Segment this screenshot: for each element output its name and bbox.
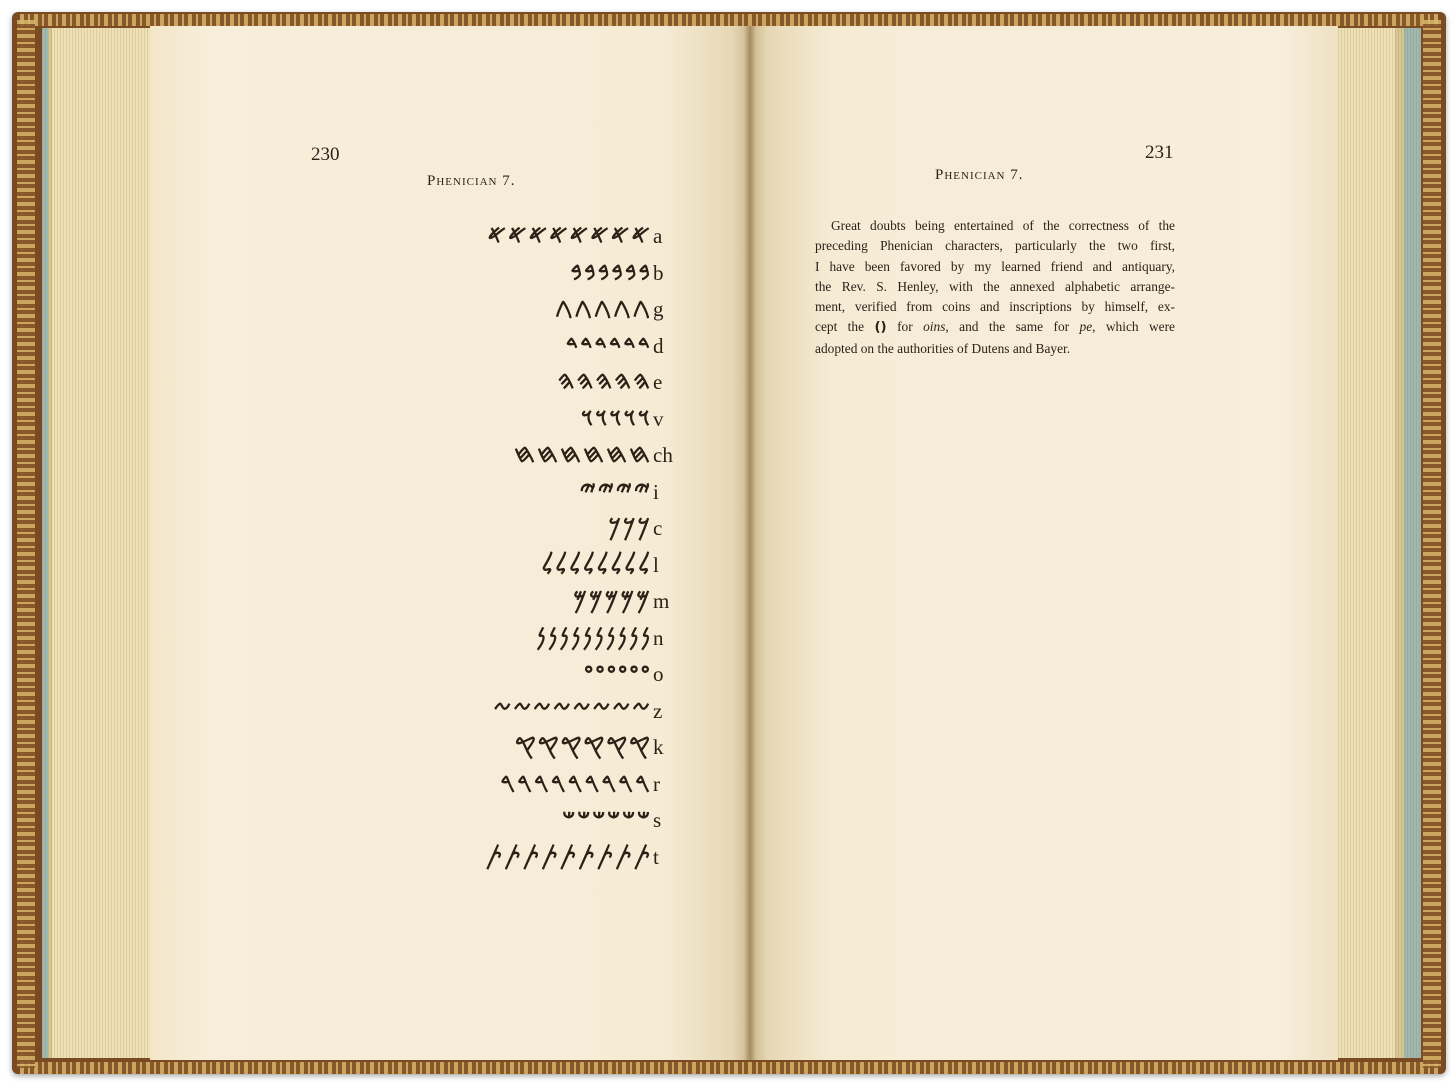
phenician-glyphs: 𐤀𐤀𐤀𐤀𐤀𐤀𐤀𐤀 <box>487 220 652 249</box>
paragraph-line: Great doubts being entertained of the correctness of the <box>831 218 1175 233</box>
paragraph-line: I have been favored by my learned friend and antiquary, <box>815 258 1175 274</box>
greek-key-border-top <box>20 14 1438 26</box>
page-edges-right <box>1335 28 1421 1058</box>
latin-letter: c <box>653 516 663 540</box>
text-segment: , which were <box>1092 319 1175 335</box>
alphabet-row <box>380 549 680 586</box>
paragraph-line <box>815 317 1175 338</box>
latin-letter: r <box>653 771 660 796</box>
phenician-glyphs: 𐤄𐤄𐤄𐤄𐤄 <box>557 366 652 395</box>
text-segment: cept the <box>815 319 875 335</box>
phenician-glyphs: 𐤃𐤃𐤃𐤃𐤃𐤃 <box>565 329 652 359</box>
explanatory-paragraph <box>815 216 1175 359</box>
alphabet-row <box>380 293 680 330</box>
phenician-glyphs: 𐤔𐤔𐤔𐤔𐤔𐤔 <box>562 804 652 833</box>
text-segment: for <box>886 319 924 335</box>
phenician-glyphs: 𐤏𐤏𐤏𐤏𐤏𐤏 <box>584 658 652 687</box>
latin-letter: a <box>653 224 663 248</box>
alphabet-row <box>380 403 680 440</box>
greek-key-border-bottom <box>20 1062 1438 1074</box>
alphabet-row <box>380 804 680 841</box>
phenician-alphabet-table <box>380 220 680 877</box>
phenician-glyphs: 𐤊𐤊𐤊 <box>608 512 652 541</box>
alphabet-row <box>380 220 680 257</box>
text-segment: , and the same for <box>945 319 1080 335</box>
latin-letter: l <box>653 552 659 577</box>
latin-letter: v <box>653 406 664 431</box>
left-page-number: 230 <box>311 144 340 165</box>
phenician-glyphs: 𐤁𐤁𐤁𐤁𐤁𐤁 <box>570 256 652 286</box>
latin-letter: g <box>653 297 664 321</box>
paragraph-line: adopted on the authorities of Dutens and Bayer. <box>815 340 1071 356</box>
greek-key-border-left <box>17 20 35 1068</box>
right-running-head: Phenician 7. <box>935 167 1024 183</box>
latin-letter: e <box>653 370 663 394</box>
alphabet-row <box>380 366 680 403</box>
right-page-number: 231 <box>1145 142 1174 163</box>
phenician-glyphs: 𐤓𐤓𐤓𐤓𐤓𐤓𐤓𐤓𐤓 <box>500 767 652 797</box>
paragraph-line: the Rev. S. Henley, with the annexed alphabetic arrange- <box>815 278 1175 294</box>
phenician-glyphs: 𐤅𐤅𐤅𐤅𐤅 <box>580 402 652 432</box>
alphabet-row <box>380 257 680 294</box>
italic-word: pe <box>1079 319 1093 335</box>
phenician-glyphs: 𐤋𐤋𐤋𐤋𐤋𐤋𐤋𐤋 <box>541 548 652 578</box>
phenician-glyphs: 𐤒𐤒𐤒𐤒𐤒𐤒 <box>515 731 652 760</box>
italic-word: oins <box>923 319 946 335</box>
oin-glyph: () <box>874 320 887 336</box>
phenician-glyphs: 𐤉𐤉𐤉𐤉 <box>579 475 652 505</box>
phenician-glyphs: 𐤇𐤇𐤇𐤇𐤇𐤇 <box>513 439 652 468</box>
page-edges-left <box>42 28 152 1058</box>
right-page <box>750 26 1338 1060</box>
latin-letter: o <box>653 662 664 686</box>
greek-key-border-right <box>1423 20 1441 1068</box>
latin-letter: s <box>653 808 662 832</box>
alphabet-row <box>380 439 680 476</box>
alphabet-row <box>380 622 680 659</box>
phenician-glyphs: 𐤌𐤌𐤌𐤌𐤌 <box>573 585 652 614</box>
latin-letter: i <box>653 479 659 504</box>
latin-letter: n <box>653 625 664 650</box>
latin-letter: b <box>653 260 664 285</box>
alphabet-row <box>380 731 680 768</box>
paragraph-line: preceding Phenician characters, particularly the two first, <box>815 238 1175 254</box>
alphabet-row <box>380 841 680 878</box>
alphabet-row <box>380 658 680 695</box>
alphabet-row <box>380 512 680 549</box>
book-gutter <box>744 26 756 1060</box>
latin-letter: z <box>653 698 663 723</box>
alphabet-row <box>380 476 680 513</box>
latin-letter: m <box>653 589 670 613</box>
phenician-glyphs: 𐤍𐤍𐤍𐤍𐤍𐤍𐤍𐤍𐤍𐤍 <box>535 621 652 651</box>
latin-letter: ch <box>653 443 673 467</box>
phenician-glyphs: 𐤕𐤕𐤕𐤕𐤕𐤕𐤕𐤕𐤕 <box>485 840 652 870</box>
alphabet-row <box>380 695 680 732</box>
latin-letter: d <box>653 333 664 358</box>
alphabet-row <box>380 330 680 367</box>
latin-letter: k <box>653 735 664 759</box>
phenician-glyphs: 𐤆𐤆𐤆𐤆𐤆𐤆𐤆𐤆 <box>493 694 652 724</box>
latin-letter: t <box>653 844 659 869</box>
paragraph-line: ment, verified from coins and inscriptions by himself, ex- <box>815 299 1175 315</box>
phenician-glyphs: 𐤂𐤂𐤂𐤂𐤂 <box>555 293 652 322</box>
alphabet-row <box>380 585 680 622</box>
left-running-head: Phenician 7. <box>427 173 516 189</box>
alphabet-row <box>380 768 680 805</box>
